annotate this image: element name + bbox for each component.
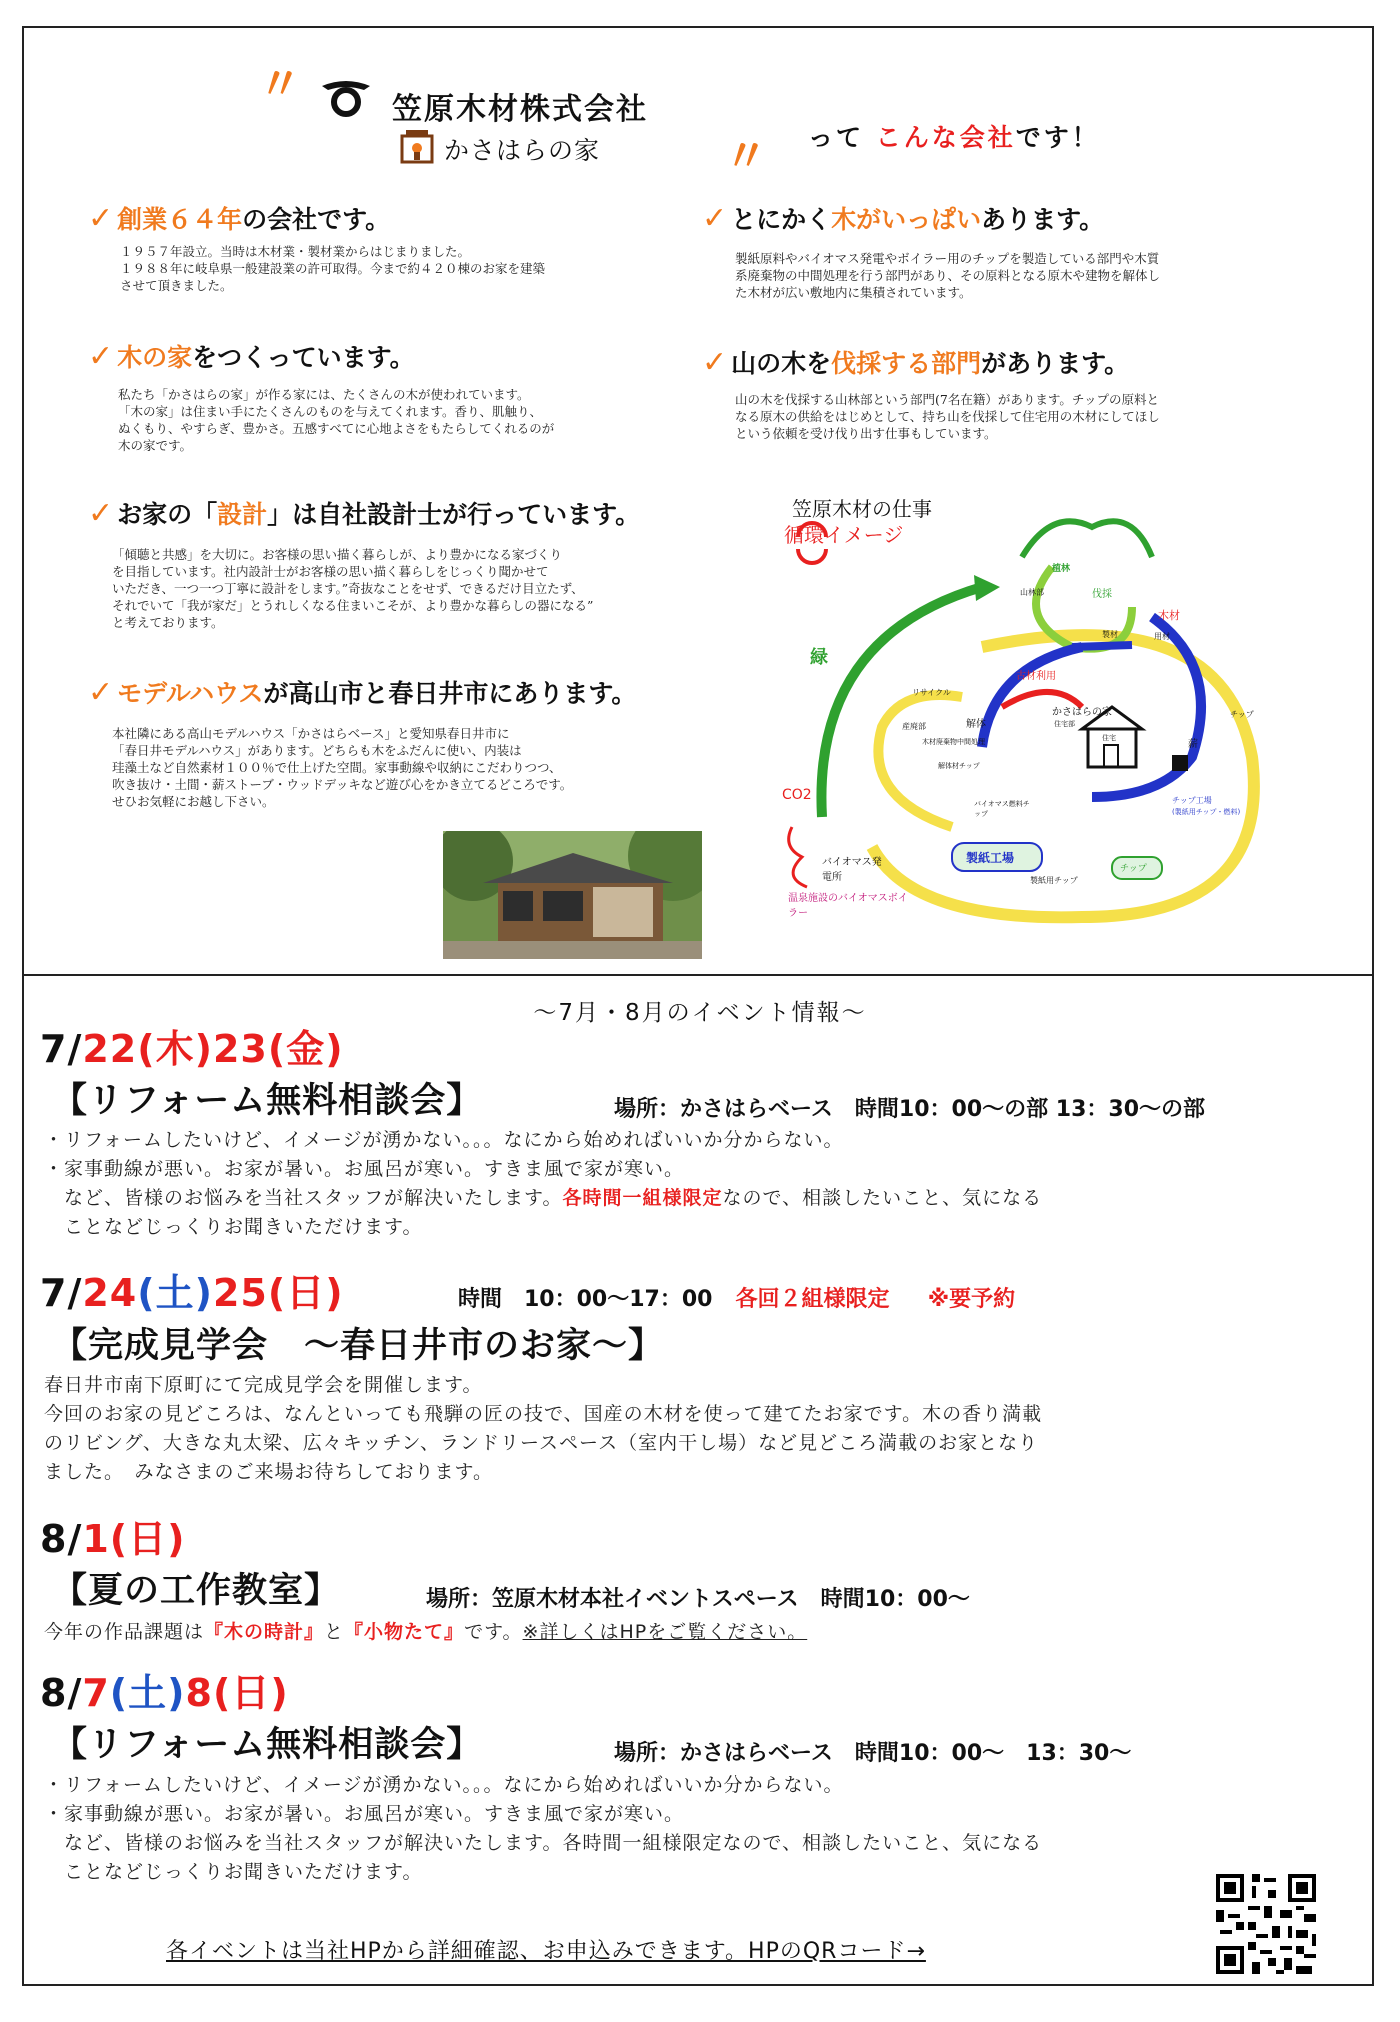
event3-meta: 場所：笠原木材本社イベントスペース 時間10：00〜	[426, 1587, 970, 1612]
model-house-photo	[443, 831, 702, 959]
section-forestry-title: ✓ 山の木を伐採する部門があります。	[702, 345, 1130, 380]
section-wooden-house-title: ✓ 木の家をつくっています。	[88, 339, 415, 374]
section-design-body: 「傾聴と共感」を大切に。お客様の思い描く暮らしが、より豊かになる家づくり を目指しています。社内設計士がお客様の思い描く暮らしをじっくり聞かせて いただき、一つ一つ丁寧に設計をします。”奇抜なことをせず、できるだけ目立たず、 それでいて「我が家だ」とうれしくなる住まいこそが、より豊かな暮らしの器になる” と考えております。	[112, 547, 594, 630]
house-logo-icon	[400, 128, 434, 168]
section-wood-title: ✓ とにかく木がいっぱいあります。	[702, 201, 1105, 236]
label-jutaku: 住宅	[1102, 734, 1116, 742]
event3-date: 8/1(日)	[40, 1517, 186, 1561]
qr-code[interactable]	[1212, 1870, 1320, 1978]
label-seishi-koujou: 製紙工場	[966, 851, 1015, 865]
label-yousai: 用材	[1154, 632, 1170, 641]
label-kaitaibu: 産廃部	[902, 722, 926, 731]
label-bassai: 伐採	[1092, 589, 1112, 600]
section-modelhouse-body: 本社隣にある高山モデルハウス「かさはらベース」と愛知県春日井市に 「春日井モデルハウス」があります。どちらも木をふだんに使い、内装は 珪藻土など自然素材１００％で仕上げた空間。家事動線や収納にこだわりつつ、 吹き抜け・土間・薪ストーブ・ウッドデッキなど遊び心をかき立てるどころです。 せひお気軽にお越し下さい。	[112, 726, 573, 809]
label-chip-koujou: チップ工場	[1172, 796, 1212, 805]
event1-meta: 場所：かさはらベース 時間10：00〜の部 13：30〜の部	[614, 1097, 1206, 1122]
label-kozai: 古材利用	[1016, 671, 1056, 682]
label-jutakubu: 住宅部	[1054, 720, 1075, 728]
event2-body: 春日井市南下原町にて完成見学会を開催します。 今回のお家の見どころは、なんといっても飛騨の匠の技で、国産の木材を使って建てたお家です。木の香り満載 のリビング、大きな丸太梁、広々キッチン、ランドリースペース（室内干し場）など見どころ満載のお家となり ました。 みなさまのご来場お待ちしております。	[44, 1374, 1043, 1483]
diagram-subtitle: 循環イメージ	[784, 523, 904, 547]
event4-date: 8/7(土)8(日)	[40, 1671, 289, 1715]
tagline	[808, 118, 1100, 154]
section-founding-body: １９５７年設立。当時は木材業・製材業からはじまりました。 １９８８年に岐阜県一般建設業の許可取得。今まで約４２０棟のお家を建築 させて頂きました。	[120, 244, 546, 293]
tagline-post: です！	[1015, 123, 1100, 152]
label-seizai: 製材	[1102, 630, 1118, 639]
event4-title: 【リフォーム無料相談会】	[52, 1725, 483, 1765]
label-chukan: 木材廃棄物中間処理	[922, 738, 985, 746]
label-kaitai: 解体	[966, 719, 986, 730]
check-icon: ✓	[88, 339, 114, 374]
label-seishi-chip: 製紙用チップ	[1030, 876, 1078, 885]
section-modelhouse-title: ✓ モデルハウスが高山市と春日井市にあります。	[88, 675, 637, 710]
label-chip-sub: (製紙用チップ・燃料)	[1172, 808, 1241, 816]
close-quote-mark: 〃	[724, 131, 768, 182]
label-biomass-hatsuden: バイオマス発電所	[822, 857, 882, 883]
event4-meta: 場所：かさはらベース 時間10：00〜 13：30〜	[614, 1741, 1132, 1766]
tagline-pre: って	[808, 123, 865, 152]
event1-body: ・リフォームしたいけど、イメージが湧かない。。。なにから始めればいいか分からない。 ・家事動線が悪い。お家が暑い。お風呂が寒い。すきま風で家が寒い。 など、皆様のお悩みを当社スタッフが解決いたします。各時間一組様限定なので、相談したいこと、気になる ことなどじっくりお聞きいただけます。	[44, 1129, 1043, 1238]
event2-date: 7/24(土)25(日)	[40, 1271, 344, 1315]
section-founding-title: ✓ 創業６４年の会社です。	[88, 201, 391, 236]
label-chip-box: チップ	[1120, 864, 1147, 874]
event4-body: ・リフォームしたいけど、イメージが湧かない。。。なにから始めればいいか分からない。 ・家事動線が悪い。お家が暑い。お風呂が寒い。すきま風で家が寒い。 など、皆様のお悩みを当社スタッフが解決いたします。各時間一組様限定なので、相談したいこと、気になる ことなどじっくりお聞きいただけます。	[44, 1774, 1043, 1883]
section-wood-body: 製紙原料やバイオマス発電やボイラー用のチップを製造している部門や木質 系廃棄物の中間処理を行う部門があり、その原料となる原木や建物を解体し た木材が広い敷地内に集積されています。	[735, 251, 1161, 300]
footer-hp-note[interactable]: 各イベントは当社HPから詳細確認、お申込みできます。HPのQRコード→	[166, 1939, 926, 1964]
check-icon: ✓	[88, 201, 114, 236]
check-icon: ✓	[88, 496, 114, 531]
label-kaitai-chip: 解体材チップ	[938, 762, 980, 770]
label-biomass-chip: バイオマス燃料チップ	[974, 800, 1030, 818]
event3-body: 今年の作品課題は『木の時計』と『小物たて』です。※詳しくはHPをご覧ください。	[44, 1621, 808, 1643]
label-kasahara-house: かさはらの家	[1052, 707, 1112, 718]
brand-name: かさはらの家	[444, 136, 601, 165]
label-shokurin: 植林	[1052, 564, 1071, 574]
event2-meta: 時間 10：00〜17：00 各回２組様限定 ※要予約	[458, 1287, 1016, 1312]
event2-title: 【完成見学会 〜春日井市のお家〜】	[52, 1326, 665, 1366]
cycle-diagram	[752, 497, 1314, 957]
event3-hp-link[interactable]: ※詳しくはHPをご覧ください。	[522, 1621, 808, 1643]
label-co2: CO2	[782, 787, 812, 803]
label-maki: 薪	[1188, 739, 1198, 750]
check-icon: ✓	[88, 675, 114, 710]
section-forestry-body: 山の木を伐採する山林部という部門(7名在籍）があります。チップの原料と なる原木の供給をはじめとして、持ち山を伐採して住宅用の木材にしてほし という依頼を受け伐り出す仕事もしています。	[735, 392, 1160, 441]
label-midori: 緑	[810, 647, 828, 668]
company-logo-icon	[320, 78, 372, 118]
label-onsen: 温泉施設のバイオマスボイラー	[788, 893, 908, 919]
check-icon: ✓	[702, 345, 728, 380]
event3-title: 【夏の工作教室】	[52, 1571, 341, 1611]
section-divider	[22, 974, 1374, 976]
label-recycle: リサイクル	[912, 688, 951, 697]
event1-date: 7/22(木)23(金)	[40, 1027, 344, 1071]
company-logo	[320, 78, 372, 122]
diagram-title: 笠原木材の仕事	[792, 497, 932, 521]
qr-code-icon	[1212, 1870, 1320, 1978]
tagline-red: こんな会社	[875, 123, 1016, 152]
label-mokuzai: 木材	[1158, 609, 1180, 622]
label-shinrin: 山林部	[1020, 588, 1044, 597]
label-chip: チップ	[1230, 710, 1254, 719]
open-quote-mark: 〃	[258, 59, 302, 110]
events-heading: 〜7月・8月のイベント情報〜	[533, 1000, 867, 1026]
event1-title: 【リフォーム無料相談会】	[52, 1081, 483, 1121]
company-name: 笠原木材株式会社	[392, 92, 648, 127]
section-wooden-house-body: 私たち「かさはらの家」が作る家には、たくさんの木が使われています。 「木の家」は住まい手にたくさんのものを与えてくれます。香り、肌触り、 ぬくもり、やすらぎ、豊かさ。五感すべてに心地よさをもたらしてくれるのが 木の家です。	[118, 387, 555, 453]
section-design-title: ✓ お家の「設計」は自社設計士が行っています。	[88, 496, 641, 531]
check-icon: ✓	[702, 201, 728, 236]
